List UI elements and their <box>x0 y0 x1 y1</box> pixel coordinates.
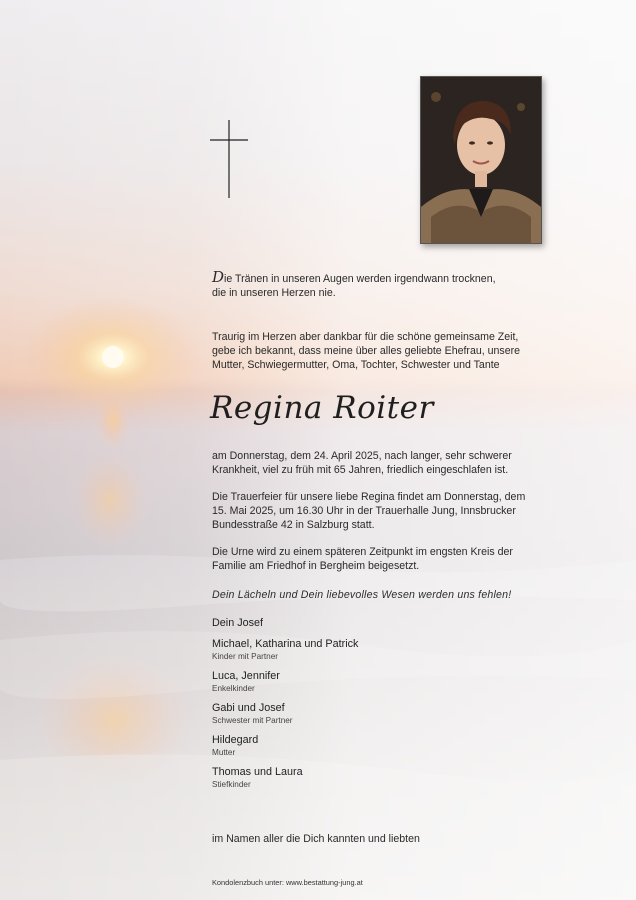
quote-initial: D <box>212 268 225 286</box>
mourner-relation: Stiefkinder <box>212 780 251 789</box>
intro-line: Mutter, Schwiegermutter, Oma, Tochter, Schwester und Tante <box>212 359 500 371</box>
funeral-line: Bundesstraße 42 in Salzburg statt. <box>212 519 375 531</box>
mourner-name: Hildegard <box>212 734 259 746</box>
mourner-entry <box>212 733 572 758</box>
urn-line: Die Urne wird zu einem späteren Zeitpunkt im engsten Kreis der <box>212 546 513 558</box>
intro-line: gebe ich bekannt, dass meine über alles geliebte Ehefrau, unsere <box>212 345 521 357</box>
mourner-name: Thomas und Laura <box>212 766 303 778</box>
urn-line: Familie am Friedhof in Bergheim beigesetzt. <box>212 560 420 572</box>
mourners-list <box>212 616 572 797</box>
mourner-relation: Kinder mit Partner <box>212 652 278 661</box>
mourner-relation: Mutter <box>212 748 236 757</box>
quote-line-1 <box>212 268 572 286</box>
funeral-line: Die Trauerfeier für unsere liebe Regina findet am Donnerstag, dem <box>212 491 526 503</box>
death-line: Krankheit, viel zu früh mit 65 Jahren, friedlich eingeschlafen ist. <box>212 464 509 476</box>
condolence-link[interactable]: Kondolenzbuch unter: www.bestattung-jung.at <box>212 878 363 887</box>
quote-line-1-text: ie Tränen in unseren Augen werden irgendwann trocknen, <box>224 273 496 285</box>
funeral-line: 15. Mai 2025, um 16.30 Uhr in der Trauerhalle Jung, Innsbrucker <box>212 505 516 517</box>
mourner-entry <box>212 765 572 790</box>
deceased-name: Regina Roiter <box>210 390 434 426</box>
motto: Dein Lächeln und Dein liebevolles Wesen werden uns fehlen! <box>212 589 512 601</box>
mourner-entry <box>212 701 572 726</box>
mourner-name: Michael, Katharina und Patrick <box>212 638 359 650</box>
mourner-entry <box>212 669 572 694</box>
cross-icon <box>208 118 250 200</box>
mourner-relation: Schwester mit Partner <box>212 716 293 725</box>
mourner-entry <box>212 637 572 662</box>
mourner-name: Gabi und Josef <box>212 702 285 714</box>
mourner-relation: Enkelkinder <box>212 684 255 693</box>
intro-line: Traurig im Herzen aber dankbar für die schöne gemeinsame Zeit, <box>212 331 519 343</box>
closing-line: im Namen aller die Dich kannten und liebten <box>212 833 420 845</box>
portrait-photo <box>420 76 542 244</box>
funeral-info <box>212 490 572 532</box>
death-notice <box>212 449 572 477</box>
death-line: am Donnerstag, dem 24. April 2025, nach langer, sehr schwerer <box>212 450 512 462</box>
urn-info <box>212 545 572 573</box>
mourner-name: Luca, Jennifer <box>212 670 280 682</box>
mourner-entry <box>212 616 572 630</box>
opening-quote <box>212 268 572 300</box>
mourner-name: Dein Josef <box>212 617 264 629</box>
quote-line-2: die in unseren Herzen nie. <box>212 287 336 299</box>
intro-text <box>212 330 572 372</box>
